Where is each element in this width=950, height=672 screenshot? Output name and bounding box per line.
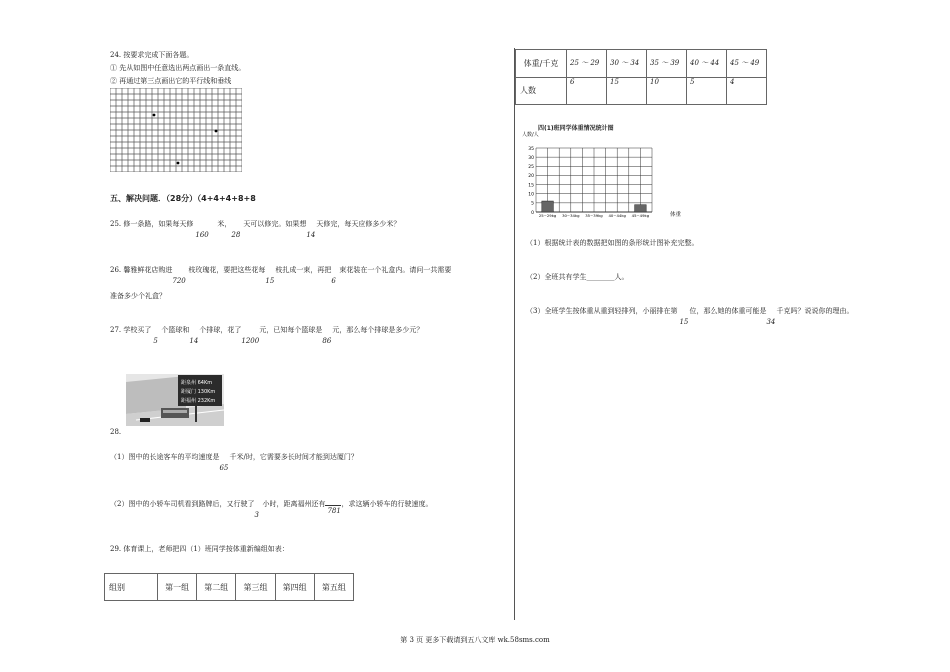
weight-header: 体重/千克	[516, 50, 567, 78]
dot-grid	[110, 88, 242, 172]
right-q3: （3）全班学生按体重从重到轻排列，小丽排在第 15 位，那么她的体重可能是 34 千克吗？说说你的理由。	[526, 307, 854, 326]
chart-ytick: 35	[528, 146, 534, 152]
count-value: 10	[647, 77, 687, 105]
chart-xtick: 45~49kg	[631, 213, 650, 218]
grid-point	[177, 162, 180, 165]
chart-xlabel: 体重	[670, 212, 682, 218]
q29-intro: 29. 体育课上，老师把四（1）班同学按体重新编组如表：	[110, 545, 289, 553]
chart-xtick: 30~34kg	[562, 213, 580, 218]
weight-table	[515, 49, 767, 105]
sign-line: 距福州 232Km	[181, 398, 216, 404]
count-value: 15	[607, 77, 647, 105]
weight-range: 25 ～ 29	[567, 50, 607, 78]
chart-ytick: 0	[531, 210, 534, 216]
group-cell: 第二组	[197, 574, 236, 601]
chart-ytick: 10	[528, 192, 534, 198]
chart-ytick: 15	[528, 183, 534, 189]
count-value: 4	[727, 77, 767, 105]
road-sign-picture	[126, 374, 224, 426]
chart-ylabel: 人数/人	[522, 132, 539, 138]
q26-line: 26. 馨雅鲜花店购进 720 枝玫瑰花，要把这些花每 15 枝扎成一束，再把 6 束花装在一个礼盒内。请问一共需要	[110, 266, 452, 285]
column-divider	[514, 48, 515, 620]
q27-line: 27. 学校买了 5 个篮球和 14 个排球，花了 1200 元，已知每个篮球是 86 元，那么每个排球是多少元？	[110, 326, 424, 345]
weight-range: 40 ～ 44	[687, 50, 727, 78]
group-cell: 第三组	[236, 574, 275, 601]
right-q1: （1）根据统计表的数据把如图的条形统计图补充完整。	[526, 239, 699, 247]
chart-xtick: 40~44kg	[608, 213, 626, 218]
q24-step1: ① 先从如图中任意选出两点画出一条直线。	[110, 64, 246, 72]
right-q2: （2）全班共有学生________人。	[526, 273, 629, 281]
count-label: 人数	[516, 77, 567, 105]
sign-line: 距厦门 130Km	[181, 389, 216, 395]
group-cell: 第四组	[275, 574, 314, 601]
page-footer: 第 3 页 更多下载请到五八文库 wk.58sms.com	[400, 636, 550, 644]
chart-title: 四(1)班同学体重情况统计图	[538, 125, 614, 132]
count-value: 5	[687, 77, 727, 105]
weight-range: 45 ～ 49	[727, 50, 767, 78]
q26-line2: 准备多少个礼盒？	[110, 292, 166, 300]
group-cell: 第一组	[158, 574, 197, 601]
chart-ytick: 20	[528, 174, 534, 180]
q24-title: 24. 按要求完成下面各题。	[110, 51, 194, 59]
chart-ytick: 5	[531, 201, 534, 207]
q28-part2: （2）图中的小轿车司机看到路牌后，又行驶了 3 小时，距离福州还有 781 ，求这辆小轿车的行驶速度。	[110, 500, 433, 519]
q28-number: 28.	[110, 428, 122, 436]
group-cell: 组别	[105, 574, 158, 601]
chart-bar	[542, 201, 554, 212]
group-table	[104, 573, 354, 601]
bar-chart	[520, 130, 700, 222]
chart-bar	[635, 205, 647, 212]
q24-step2: ② 再通过第三点画出它的平行线和垂线	[110, 77, 232, 85]
grid-point	[153, 114, 156, 117]
chart-ytick: 30	[528, 155, 534, 161]
chart-ytick: 25	[528, 165, 534, 171]
chart-xtick: 35~39kg	[585, 213, 603, 218]
weight-range: 35 ～ 39	[647, 50, 687, 78]
q28-part1: （1）图中的长途客车的平均速度是 65 千米/时，它需要多长时间才能到达厦门？	[110, 453, 358, 472]
sign-line: 距泉州 64Km	[181, 380, 213, 386]
chart-xtick: 25~29kg	[538, 213, 557, 218]
grid-point	[215, 130, 218, 133]
count-value: 6	[567, 77, 607, 105]
section-title: 五、解决问题．（28分）（4+4+4+8+8	[110, 194, 256, 203]
group-cell: 第五组	[314, 574, 353, 601]
q25-line: 25. 修一条路，如果每天修 160 米， 28 天可以修完。如果想 14 天修完，每天应修多少米？	[110, 220, 401, 239]
weight-range: 30 ～ 34	[607, 50, 647, 78]
